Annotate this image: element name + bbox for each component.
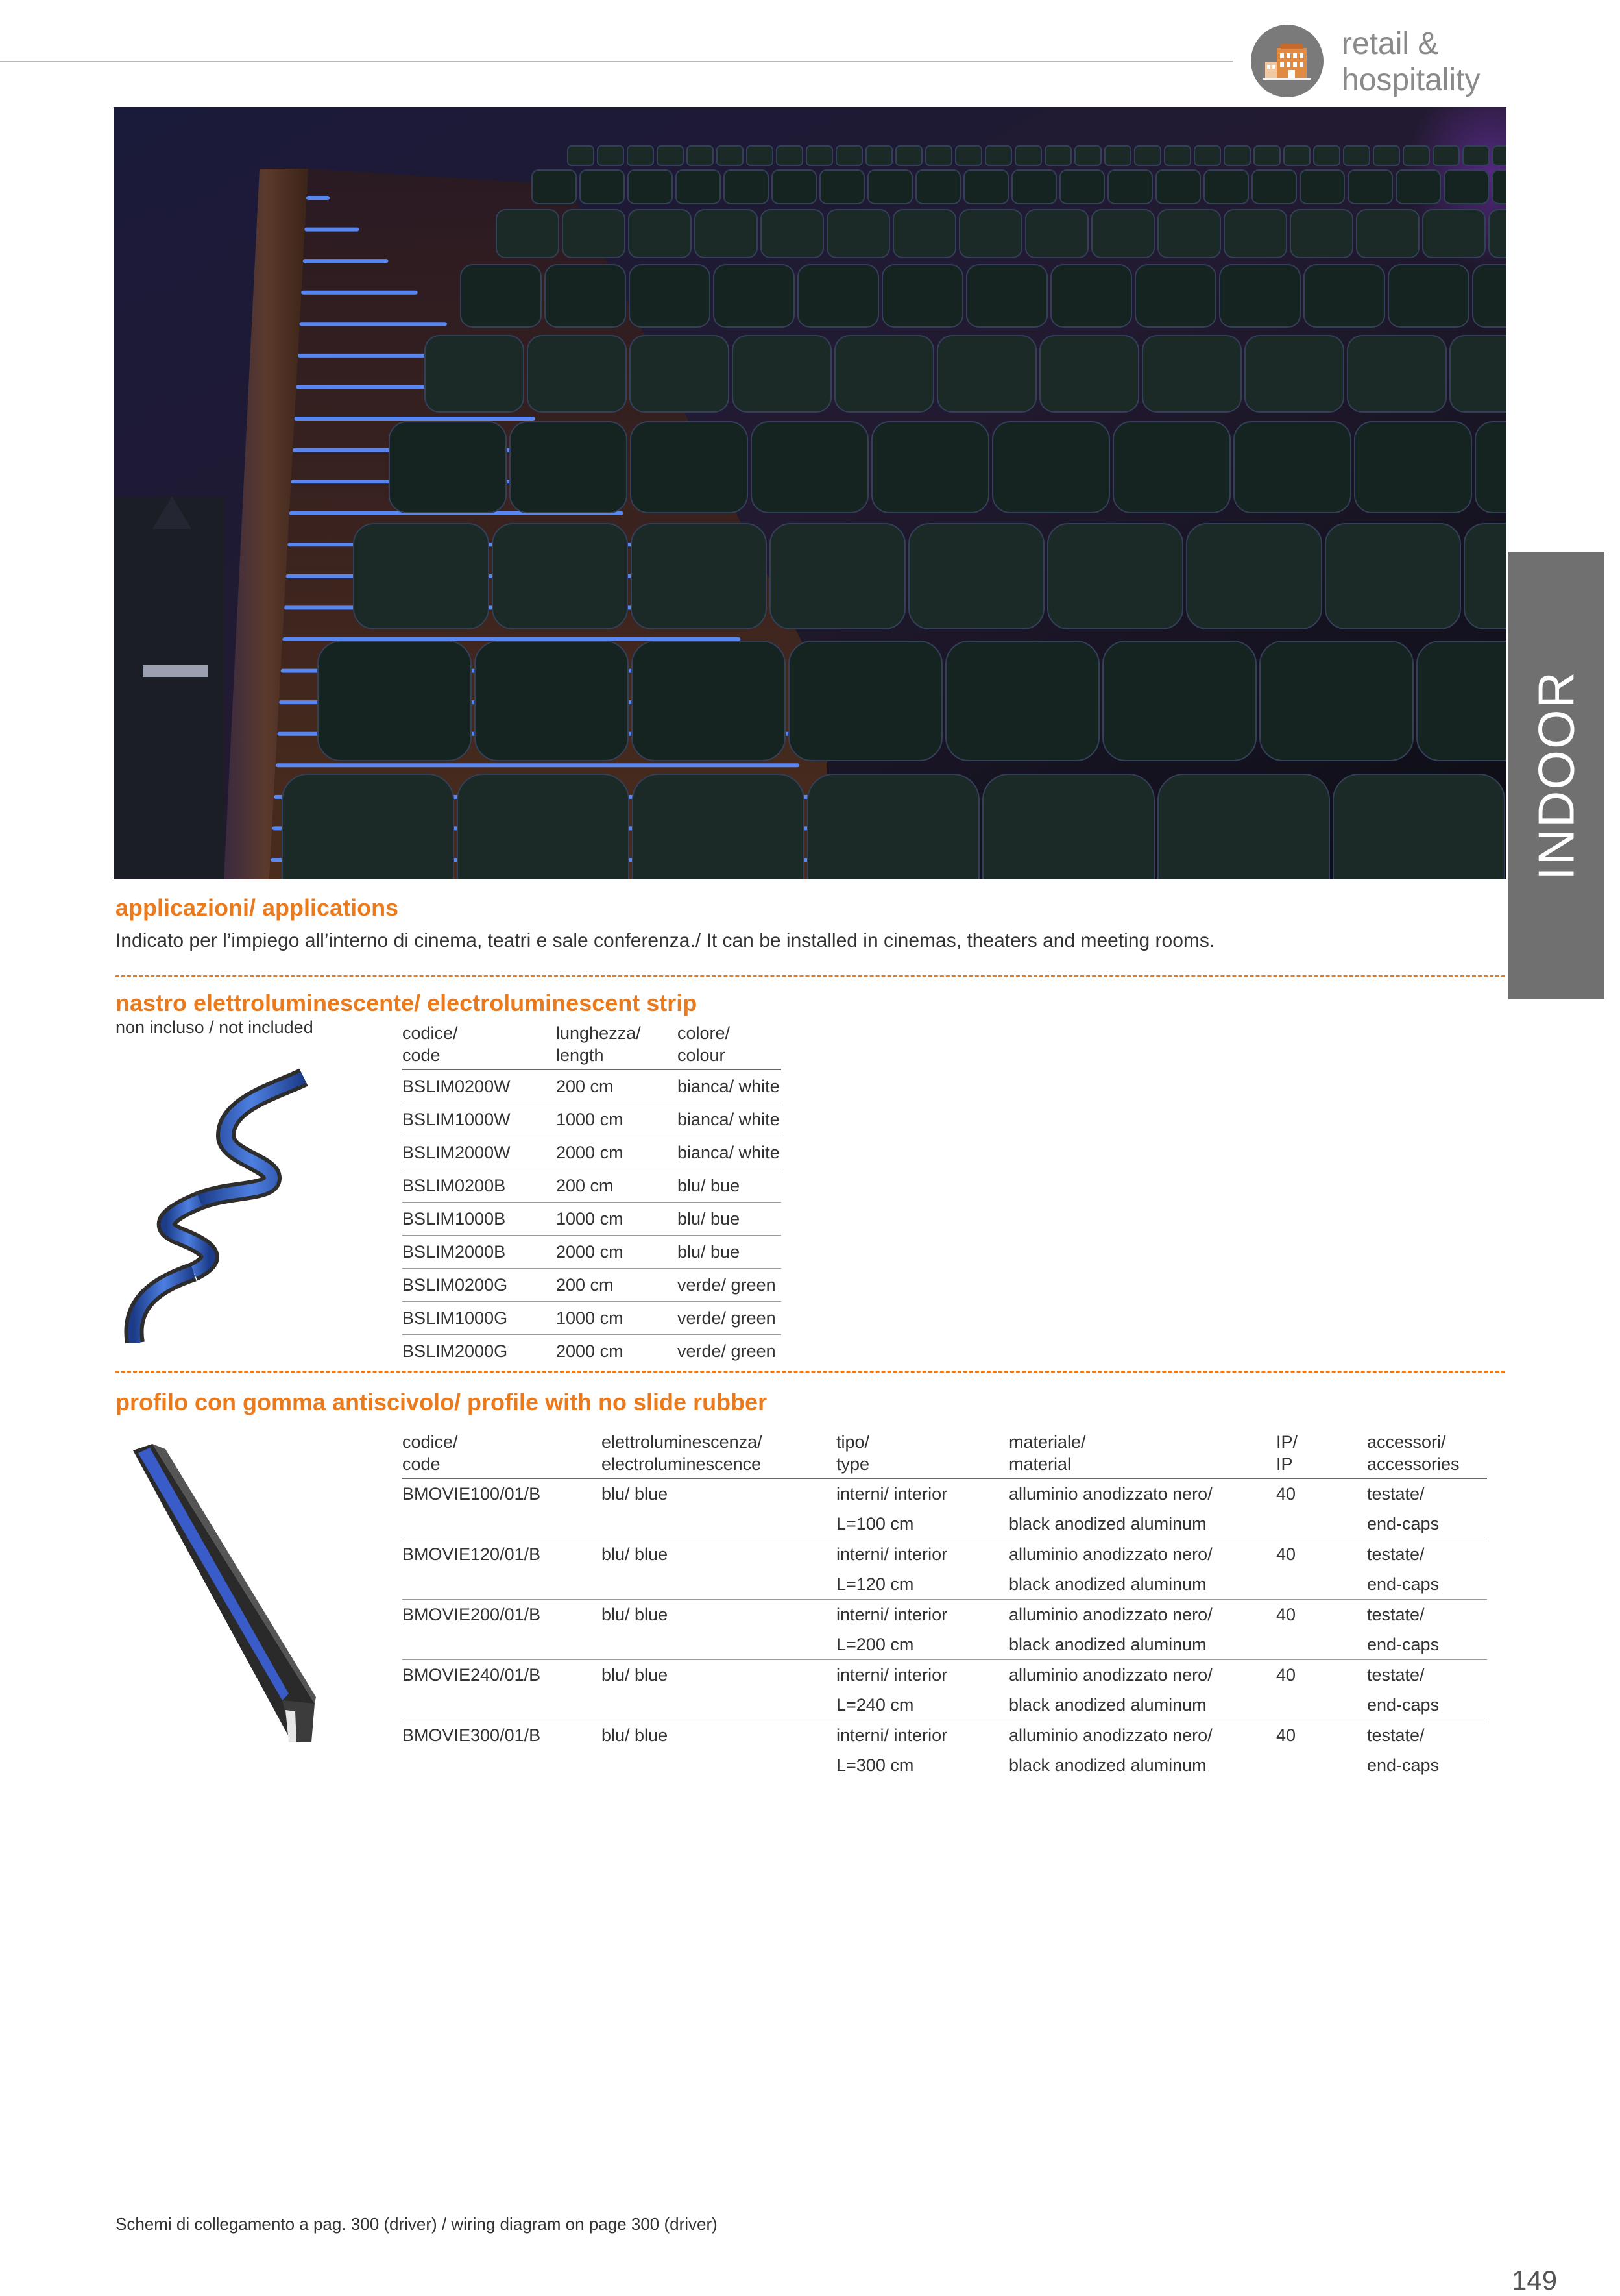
cinema-seat bbox=[798, 265, 878, 327]
cinema-seat bbox=[820, 170, 864, 204]
cinema-seat bbox=[1135, 146, 1161, 165]
strip-table-header bbox=[402, 1022, 781, 1069]
cinema-seat bbox=[1015, 146, 1041, 165]
table-row bbox=[402, 1136, 781, 1169]
cinema-seat bbox=[1051, 265, 1131, 327]
cinema-seat bbox=[770, 524, 905, 629]
applications-text: Indicato per l’impiego all’interno di cinema, teatri e sale conferenza./ It can be installed in cinemas, theaters and meeting rooms. bbox=[115, 930, 1215, 951]
cell-ip: 40 bbox=[1276, 1539, 1367, 1570]
table-row bbox=[402, 1335, 781, 1368]
cinema-seat bbox=[751, 422, 868, 513]
cinema-seat bbox=[1492, 170, 1506, 204]
cell-accessories: testate/ bbox=[1367, 1478, 1487, 1509]
cinema-seat bbox=[1304, 265, 1384, 327]
profile-table-header bbox=[402, 1431, 1487, 1478]
cell-material: alluminio anodizzato nero/ bbox=[1009, 1539, 1276, 1570]
cinema-seat bbox=[598, 146, 623, 165]
table-row bbox=[402, 1169, 781, 1203]
cell-code: BSLIM0200W bbox=[402, 1069, 556, 1103]
header-code: codice/ code bbox=[402, 1023, 458, 1065]
cinema-seat bbox=[425, 336, 524, 412]
cinema-seat bbox=[1252, 170, 1296, 204]
cinema-seat bbox=[1284, 146, 1310, 165]
cinema-seat bbox=[732, 336, 831, 412]
cell-length: 1000 cm bbox=[556, 1203, 677, 1236]
header-type: tipo/ type bbox=[836, 1432, 870, 1474]
cell-ip: 40 bbox=[1276, 1660, 1367, 1691]
cell-accessories-en: end-caps bbox=[1367, 1635, 1440, 1654]
cell-code: BSLIM1000B bbox=[402, 1203, 556, 1236]
cell-length: 2000 cm bbox=[556, 1236, 677, 1269]
cinema-seat bbox=[629, 265, 710, 327]
cell-code: BMOVIE300/01/B bbox=[402, 1720, 601, 1751]
cell-colour: verde/ green bbox=[677, 1302, 781, 1335]
cell-empty bbox=[1276, 1509, 1367, 1539]
cinema-seat bbox=[568, 146, 594, 165]
cinema-seat bbox=[1165, 146, 1191, 165]
cinema-seat bbox=[1344, 146, 1370, 165]
cell-empty bbox=[601, 1750, 836, 1780]
cell-electroluminescence: blu/ blue bbox=[601, 1600, 836, 1630]
cinema-seat bbox=[475, 641, 628, 761]
cinema-seat bbox=[827, 210, 889, 258]
cinema-seat bbox=[1417, 641, 1506, 761]
cinema-seat bbox=[389, 422, 506, 513]
strip-table bbox=[402, 1022, 781, 1367]
cinema-seat bbox=[630, 336, 729, 412]
cinema-seat bbox=[687, 146, 713, 165]
cell-empty bbox=[1276, 1690, 1367, 1720]
cinema-seat bbox=[1245, 336, 1344, 412]
cinema-seat bbox=[868, 170, 912, 204]
cinema-seat bbox=[527, 336, 626, 412]
cinema-seat bbox=[1463, 146, 1489, 165]
building-icon bbox=[1251, 25, 1324, 97]
cinema-seat bbox=[1464, 524, 1506, 629]
cell-material: alluminio anodizzato nero/ bbox=[1009, 1600, 1276, 1630]
cinema-seat bbox=[714, 265, 794, 327]
cell-type: interni/ interior bbox=[836, 1539, 1009, 1570]
cinema-seat bbox=[909, 524, 1044, 629]
cell-colour: blu/ bue bbox=[677, 1203, 781, 1236]
cell-material-en: black anodized aluminum bbox=[1009, 1574, 1207, 1594]
cinema-seat bbox=[1012, 170, 1056, 204]
hero-image bbox=[114, 107, 1506, 879]
cinema-seat bbox=[627, 146, 653, 165]
cinema-seat bbox=[1444, 170, 1488, 204]
cell-type-length: L=240 cm bbox=[836, 1695, 914, 1715]
cell-type-length: L=100 cm bbox=[836, 1514, 914, 1533]
cell-material-en: black anodized aluminum bbox=[1009, 1695, 1207, 1715]
cell-type: interni/ interior bbox=[836, 1720, 1009, 1751]
side-tab bbox=[1508, 552, 1604, 999]
cinema-seat bbox=[562, 210, 625, 258]
cinema-seat bbox=[496, 210, 559, 258]
header-code: codice/ code bbox=[402, 1432, 458, 1474]
cinema-seat bbox=[789, 641, 942, 761]
cinema-seat bbox=[1135, 265, 1216, 327]
cell-empty bbox=[402, 1569, 601, 1600]
cell-length: 2000 cm bbox=[556, 1136, 677, 1169]
table-row bbox=[402, 1478, 1487, 1509]
cell-accessories: testate/ bbox=[1367, 1720, 1487, 1751]
cinema-seat bbox=[1300, 170, 1344, 204]
header-length: lunghezza/ length bbox=[556, 1023, 641, 1065]
cell-material: alluminio anodizzato nero/ bbox=[1009, 1720, 1276, 1751]
cell-electroluminescence: blu/ blue bbox=[601, 1478, 836, 1509]
cell-accessories-en: end-caps bbox=[1367, 1755, 1440, 1775]
cell-empty bbox=[601, 1690, 836, 1720]
table-row bbox=[402, 1660, 1487, 1691]
cinema-seat bbox=[1373, 146, 1399, 165]
cell-material-en: black anodized aluminum bbox=[1009, 1755, 1207, 1775]
cinema-seat bbox=[629, 210, 691, 258]
cell-type: interni/ interior bbox=[836, 1660, 1009, 1691]
cell-length: 200 cm bbox=[556, 1069, 677, 1103]
cell-colour: verde/ green bbox=[677, 1269, 781, 1302]
cell-electroluminescence: blu/ blue bbox=[601, 1720, 836, 1751]
cinema-photo bbox=[114, 107, 1506, 879]
table-row bbox=[402, 1539, 1487, 1570]
cinema-seat bbox=[956, 146, 982, 165]
cell-empty bbox=[402, 1690, 601, 1720]
cell-code: BSLIM2000W bbox=[402, 1136, 556, 1169]
cell-code: BSLIM0200B bbox=[402, 1169, 556, 1203]
cinema-seat bbox=[937, 336, 1036, 412]
cinema-seat bbox=[695, 210, 757, 258]
header-ip: IP/ IP bbox=[1276, 1432, 1298, 1474]
cell-type-length: L=200 cm bbox=[836, 1635, 914, 1654]
cinema-seat bbox=[1156, 170, 1200, 204]
cell-colour: verde/ green bbox=[677, 1335, 781, 1368]
cinema-seat bbox=[967, 265, 1047, 327]
cinema-seat bbox=[1348, 170, 1392, 204]
cell-code: BMOVIE100/01/B bbox=[402, 1478, 601, 1509]
cinema-seat bbox=[1220, 265, 1300, 327]
cinema-seat bbox=[1473, 265, 1506, 327]
cinema-seat bbox=[985, 146, 1011, 165]
table-row-continued bbox=[402, 1569, 1487, 1600]
cinema-seat bbox=[960, 210, 1022, 258]
cinema-seat bbox=[1040, 336, 1139, 412]
section-title-line2: hospitality bbox=[1342, 63, 1481, 97]
cinema-seat bbox=[1290, 210, 1353, 258]
cell-empty bbox=[1276, 1569, 1367, 1600]
cinema-seat bbox=[1403, 146, 1429, 165]
section-title bbox=[1342, 26, 1480, 99]
divider bbox=[115, 1371, 1505, 1373]
cinema-seat bbox=[632, 641, 785, 761]
cell-colour: bianca/ white bbox=[677, 1103, 781, 1136]
cinema-seat bbox=[896, 146, 922, 165]
table-row bbox=[402, 1600, 1487, 1630]
cinema-seat bbox=[628, 170, 672, 204]
table-row bbox=[402, 1269, 781, 1302]
strip-heading: nastro elettroluminescente/ electroluminescent strip bbox=[115, 990, 697, 1016]
cell-type: interni/ interior bbox=[836, 1478, 1009, 1509]
cell-code: BMOVIE200/01/B bbox=[402, 1600, 601, 1630]
cell-empty bbox=[601, 1509, 836, 1539]
cinema-seat bbox=[676, 170, 720, 204]
strip-image bbox=[115, 1064, 310, 1347]
cinema-seat bbox=[1105, 146, 1131, 165]
cell-colour: blu/ bue bbox=[677, 1169, 781, 1203]
cinema-seat bbox=[580, 170, 624, 204]
cell-material: alluminio anodizzato nero/ bbox=[1009, 1478, 1276, 1509]
strip-note: non incluso / not included bbox=[115, 1018, 313, 1037]
cell-code: BSLIM2000G bbox=[402, 1335, 556, 1368]
cinema-seat bbox=[761, 210, 823, 258]
table-row-continued bbox=[402, 1630, 1487, 1660]
cinema-seat bbox=[964, 170, 1008, 204]
cinema-seat bbox=[1048, 524, 1183, 629]
cinema-seat bbox=[1493, 146, 1506, 165]
cell-ip: 40 bbox=[1276, 1600, 1367, 1630]
cinema-seat bbox=[633, 774, 804, 879]
cinema-seat bbox=[1060, 170, 1104, 204]
footer-note: Schemi di collegamento a pag. 300 (driver) / wiring diagram on page 300 (driver) bbox=[115, 2214, 718, 2234]
header-accessories: accessori/ accessories bbox=[1367, 1432, 1460, 1474]
cinema-seat bbox=[747, 146, 773, 165]
cinema-seat bbox=[872, 422, 989, 513]
cell-type: interni/ interior bbox=[836, 1600, 1009, 1630]
aluminum-profile-illustration bbox=[127, 1437, 321, 1762]
profile-table bbox=[402, 1431, 1487, 1780]
cinema-seat bbox=[282, 774, 453, 879]
cinema-seat bbox=[318, 641, 471, 761]
cinema-seat bbox=[461, 265, 541, 327]
cinema-seat bbox=[1075, 146, 1101, 165]
cinema-seat bbox=[1355, 422, 1471, 513]
cell-code: BSLIM0200G bbox=[402, 1269, 556, 1302]
cell-colour: bianca/ white bbox=[677, 1136, 781, 1169]
cinema-seat bbox=[1475, 422, 1506, 513]
cinema-seat bbox=[354, 524, 489, 629]
cinema-seat bbox=[1103, 641, 1256, 761]
cinema-seat bbox=[1450, 336, 1506, 412]
cinema-seat bbox=[1234, 422, 1351, 513]
cell-empty bbox=[601, 1630, 836, 1660]
el-strip-illustration bbox=[115, 1064, 310, 1343]
cinema-seat bbox=[1194, 146, 1220, 165]
cinema-seat bbox=[1357, 210, 1419, 258]
table-row-continued bbox=[402, 1690, 1487, 1720]
page-number: 149 bbox=[1512, 2265, 1558, 2295]
cinema-seat bbox=[724, 170, 768, 204]
header-rule bbox=[0, 61, 1233, 62]
cell-length: 200 cm bbox=[556, 1169, 677, 1203]
table-row bbox=[402, 1302, 781, 1335]
table-row bbox=[402, 1069, 781, 1103]
divider bbox=[115, 975, 1505, 977]
section-badge bbox=[1251, 25, 1324, 97]
cinema-seat bbox=[457, 774, 629, 879]
cell-empty bbox=[402, 1630, 601, 1660]
cinema-seat bbox=[657, 146, 683, 165]
header-colour: colore/ colour bbox=[677, 1023, 731, 1065]
cinema-seat bbox=[1348, 336, 1446, 412]
cinema-seat bbox=[983, 774, 1154, 879]
cinema-seat bbox=[1433, 146, 1459, 165]
cell-colour: blu/ bue bbox=[677, 1236, 781, 1269]
profile-heading: profilo con gomma antiscivolo/ profile with no slide rubber bbox=[115, 1389, 768, 1415]
cinema-seat bbox=[717, 146, 743, 165]
cinema-seat bbox=[806, 146, 832, 165]
cinema-seat bbox=[1108, 170, 1152, 204]
cinema-seat bbox=[1158, 210, 1220, 258]
cinema-seat bbox=[545, 265, 625, 327]
cinema-seat bbox=[1026, 210, 1088, 258]
cinema-seat bbox=[1423, 210, 1485, 258]
cell-empty bbox=[1276, 1630, 1367, 1660]
table-row bbox=[402, 1236, 781, 1269]
cinema-seat bbox=[882, 265, 963, 327]
cell-material-en: black anodized aluminum bbox=[1009, 1635, 1207, 1654]
cell-code: BSLIM1000W bbox=[402, 1103, 556, 1136]
cell-length: 1000 cm bbox=[556, 1103, 677, 1136]
cell-code: BSLIM2000B bbox=[402, 1236, 556, 1269]
cell-empty bbox=[601, 1569, 836, 1600]
cinema-seat bbox=[866, 146, 892, 165]
cell-code: BMOVIE120/01/B bbox=[402, 1539, 601, 1570]
cell-electroluminescence: blu/ blue bbox=[601, 1539, 836, 1570]
cell-colour: bianca/ white bbox=[677, 1069, 781, 1103]
cell-accessories-en: end-caps bbox=[1367, 1695, 1440, 1715]
cell-length: 1000 cm bbox=[556, 1302, 677, 1335]
cell-type-length: L=300 cm bbox=[836, 1755, 914, 1775]
cinema-seat bbox=[1325, 524, 1460, 629]
cinema-seat bbox=[835, 336, 934, 412]
cinema-seat bbox=[532, 170, 576, 204]
cinema-seat bbox=[777, 146, 803, 165]
table-row bbox=[402, 1720, 1487, 1751]
cinema-seat bbox=[893, 210, 956, 258]
section-title-line1: retail & bbox=[1342, 27, 1439, 61]
cinema-seat bbox=[1489, 210, 1506, 258]
cinema-seat bbox=[1254, 146, 1280, 165]
cell-type-length: L=120 cm bbox=[836, 1574, 914, 1594]
cinema-seat bbox=[926, 146, 952, 165]
cell-length: 200 cm bbox=[556, 1269, 677, 1302]
cinema-seat bbox=[946, 641, 1099, 761]
cinema-seat bbox=[1388, 265, 1469, 327]
applications-heading: applicazioni/ applications bbox=[115, 894, 399, 921]
cell-code: BSLIM1000G bbox=[402, 1302, 556, 1335]
cinema-seat bbox=[1113, 422, 1230, 513]
cell-accessories-en: end-caps bbox=[1367, 1574, 1440, 1594]
cell-ip: 40 bbox=[1276, 1720, 1367, 1751]
cinema-seat bbox=[1142, 336, 1241, 412]
cinema-seat bbox=[772, 170, 816, 204]
cinema-seat bbox=[1158, 774, 1329, 879]
table-row bbox=[402, 1103, 781, 1136]
cinema-seat bbox=[916, 170, 960, 204]
cinema-seat bbox=[1045, 146, 1071, 165]
cinema-seat bbox=[510, 422, 627, 513]
cell-empty bbox=[1276, 1750, 1367, 1780]
cell-material: alluminio anodizzato nero/ bbox=[1009, 1660, 1276, 1691]
cell-accessories: testate/ bbox=[1367, 1660, 1487, 1691]
cinema-seat bbox=[836, 146, 862, 165]
cinema-seat bbox=[1092, 210, 1154, 258]
cell-accessories: testate/ bbox=[1367, 1539, 1487, 1570]
cinema-seat bbox=[1204, 170, 1248, 204]
table-row-continued bbox=[402, 1509, 1487, 1539]
cinema-seat bbox=[1224, 210, 1287, 258]
side-tab-label: INDOOR bbox=[1527, 670, 1585, 881]
cinema-seat bbox=[1224, 146, 1250, 165]
header-material: materiale/ material bbox=[1009, 1432, 1086, 1474]
cell-empty bbox=[402, 1750, 601, 1780]
cinema-seat bbox=[1396, 170, 1440, 204]
cell-material-en: black anodized aluminum bbox=[1009, 1514, 1207, 1533]
profile-image bbox=[127, 1437, 321, 1765]
cinema-seat bbox=[993, 422, 1109, 513]
cinema-seat bbox=[631, 422, 747, 513]
cinema-seat bbox=[1333, 774, 1505, 879]
cell-length: 2000 cm bbox=[556, 1335, 677, 1368]
header-electroluminescence: elettroluminescenza/ electroluminescence bbox=[601, 1432, 762, 1474]
cell-accessories-en: end-caps bbox=[1367, 1514, 1440, 1533]
cinema-seat bbox=[631, 524, 766, 629]
table-row-continued bbox=[402, 1750, 1487, 1780]
cinema-seat bbox=[1314, 146, 1340, 165]
table-row bbox=[402, 1203, 781, 1236]
cinema-seat bbox=[492, 524, 627, 629]
cinema-seat bbox=[1260, 641, 1413, 761]
cell-electroluminescence: blu/ blue bbox=[601, 1660, 836, 1691]
cell-ip: 40 bbox=[1276, 1478, 1367, 1509]
cinema-seat bbox=[1187, 524, 1322, 629]
cell-empty bbox=[402, 1509, 601, 1539]
cell-accessories: testate/ bbox=[1367, 1600, 1487, 1630]
cinema-seat bbox=[808, 774, 979, 879]
cell-code: BMOVIE240/01/B bbox=[402, 1660, 601, 1691]
